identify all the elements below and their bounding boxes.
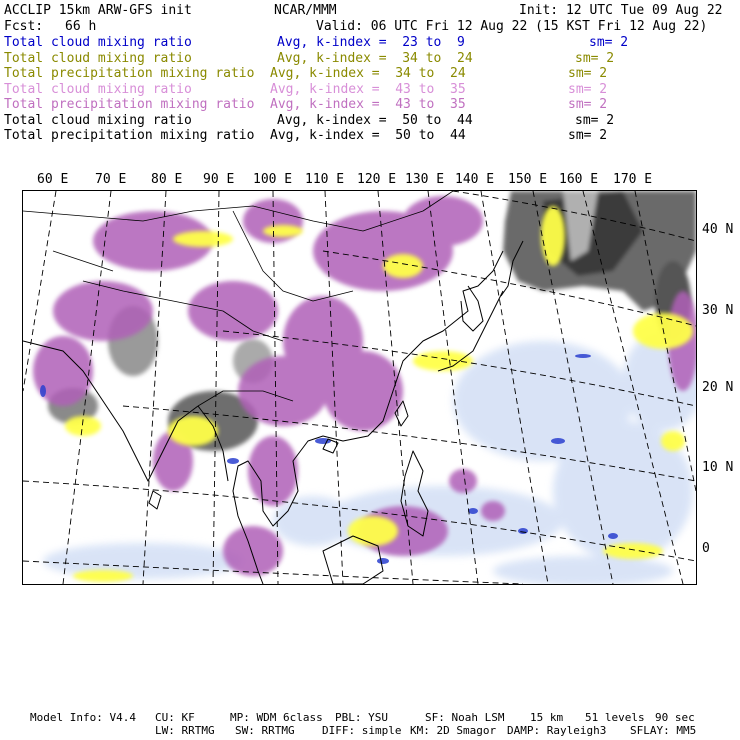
longitude-label: 150 E bbox=[508, 172, 548, 187]
latitude-label: 30 N bbox=[702, 303, 734, 318]
footer-dt: 90 sec bbox=[655, 711, 695, 724]
longitude-label: 100 E bbox=[253, 172, 293, 187]
field-smoothing: sm= 2 bbox=[568, 97, 608, 112]
footer-sf: SF: Noah LSM bbox=[425, 711, 505, 724]
field-avg-range: Avg, k-index = 23 to 9 bbox=[277, 35, 465, 50]
footer-cu: CU: KF bbox=[155, 711, 195, 724]
field-avg-range: Avg, k-index = 34 to 24 bbox=[270, 66, 466, 81]
forecast-label: Fcst: bbox=[4, 19, 44, 34]
model-title: ACCLIP 15km ARW-GFS init bbox=[4, 3, 192, 18]
longitude-label: 130 E bbox=[405, 172, 445, 187]
field-avg-range: Avg, k-index = 43 to 35 bbox=[270, 81, 466, 97]
footer-diff: DIFF: simple bbox=[322, 724, 402, 737]
forecast-hours: 66 h bbox=[65, 19, 97, 34]
footer-km: KM: 2D Smagor bbox=[410, 724, 497, 737]
longitude-label: 90 E bbox=[203, 172, 235, 187]
field-smoothing: sm= 2 bbox=[568, 81, 608, 97]
longitude-label: 160 E bbox=[559, 172, 599, 187]
footer-model-info: Model Info: V4.4 bbox=[30, 711, 136, 724]
field-smoothing: sm= 2 bbox=[575, 112, 615, 128]
longitude-label: 170 E bbox=[613, 172, 653, 187]
init-time: Init: 12 UTC Tue 09 Aug 22 bbox=[519, 3, 723, 18]
longitude-label: 120 E bbox=[357, 172, 397, 187]
field-name: Total precipitation mixing ratio bbox=[4, 66, 255, 81]
latitude-label: 10 N bbox=[702, 460, 734, 475]
longitude-label: 110 E bbox=[305, 172, 345, 187]
field-smoothing: sm= 2 bbox=[568, 66, 608, 81]
longitude-label: 70 E bbox=[95, 172, 127, 187]
footer-res: 15 km bbox=[530, 711, 564, 724]
map-panel bbox=[22, 190, 697, 585]
field-avg-range: Avg, k-index = 43 to 35 bbox=[270, 97, 466, 112]
longitude-label: 60 E bbox=[37, 172, 69, 187]
latitude-label: 40 N bbox=[702, 222, 734, 237]
footer-damp: DAMP: Rayleigh3 bbox=[507, 724, 607, 737]
field-avg-range: Avg, k-index = 50 to 44 bbox=[270, 128, 466, 143]
field-name: Total cloud mixing ratio bbox=[4, 81, 192, 97]
valid-time: Valid: 06 UTC Fri 12 Aug 22 (15 KST Fri 12 Aug 22) bbox=[316, 19, 708, 34]
longitude-label: 140 E bbox=[455, 172, 495, 187]
footer-levels: 51 levels bbox=[585, 711, 645, 724]
footer-pbl: PBL: YSU bbox=[335, 711, 388, 724]
footer-sflay: SFLAY: MM5 bbox=[630, 724, 697, 737]
latitude-label: 0 bbox=[702, 541, 710, 556]
longitude-label: 80 E bbox=[151, 172, 183, 187]
field-smoothing: sm= 2 bbox=[589, 35, 629, 50]
latitude-label: 20 N bbox=[702, 380, 734, 395]
field-name: Total cloud mixing ratio bbox=[4, 112, 192, 128]
field-avg-range: Avg, k-index = 34 to 24 bbox=[277, 50, 473, 66]
field-name: Total precipitation mixing ratio bbox=[4, 97, 255, 112]
field-smoothing: sm= 2 bbox=[568, 128, 608, 143]
field-name: Total cloud mixing ratio bbox=[4, 50, 192, 66]
field-smoothing: sm= 2 bbox=[575, 50, 615, 66]
map-canvas bbox=[23, 191, 696, 584]
field-name: Total precipitation mixing ratio bbox=[4, 128, 255, 143]
footer-mp: MP: WDM 6class bbox=[230, 711, 323, 724]
field-name: Total cloud mixing ratio bbox=[4, 35, 192, 50]
org-label: NCAR/MMM bbox=[274, 3, 337, 18]
field-avg-range: Avg, k-index = 50 to 44 bbox=[277, 112, 473, 128]
footer-lw: LW: RRTMG bbox=[155, 724, 215, 737]
footer-sw: SW: RRTMG bbox=[235, 724, 295, 737]
